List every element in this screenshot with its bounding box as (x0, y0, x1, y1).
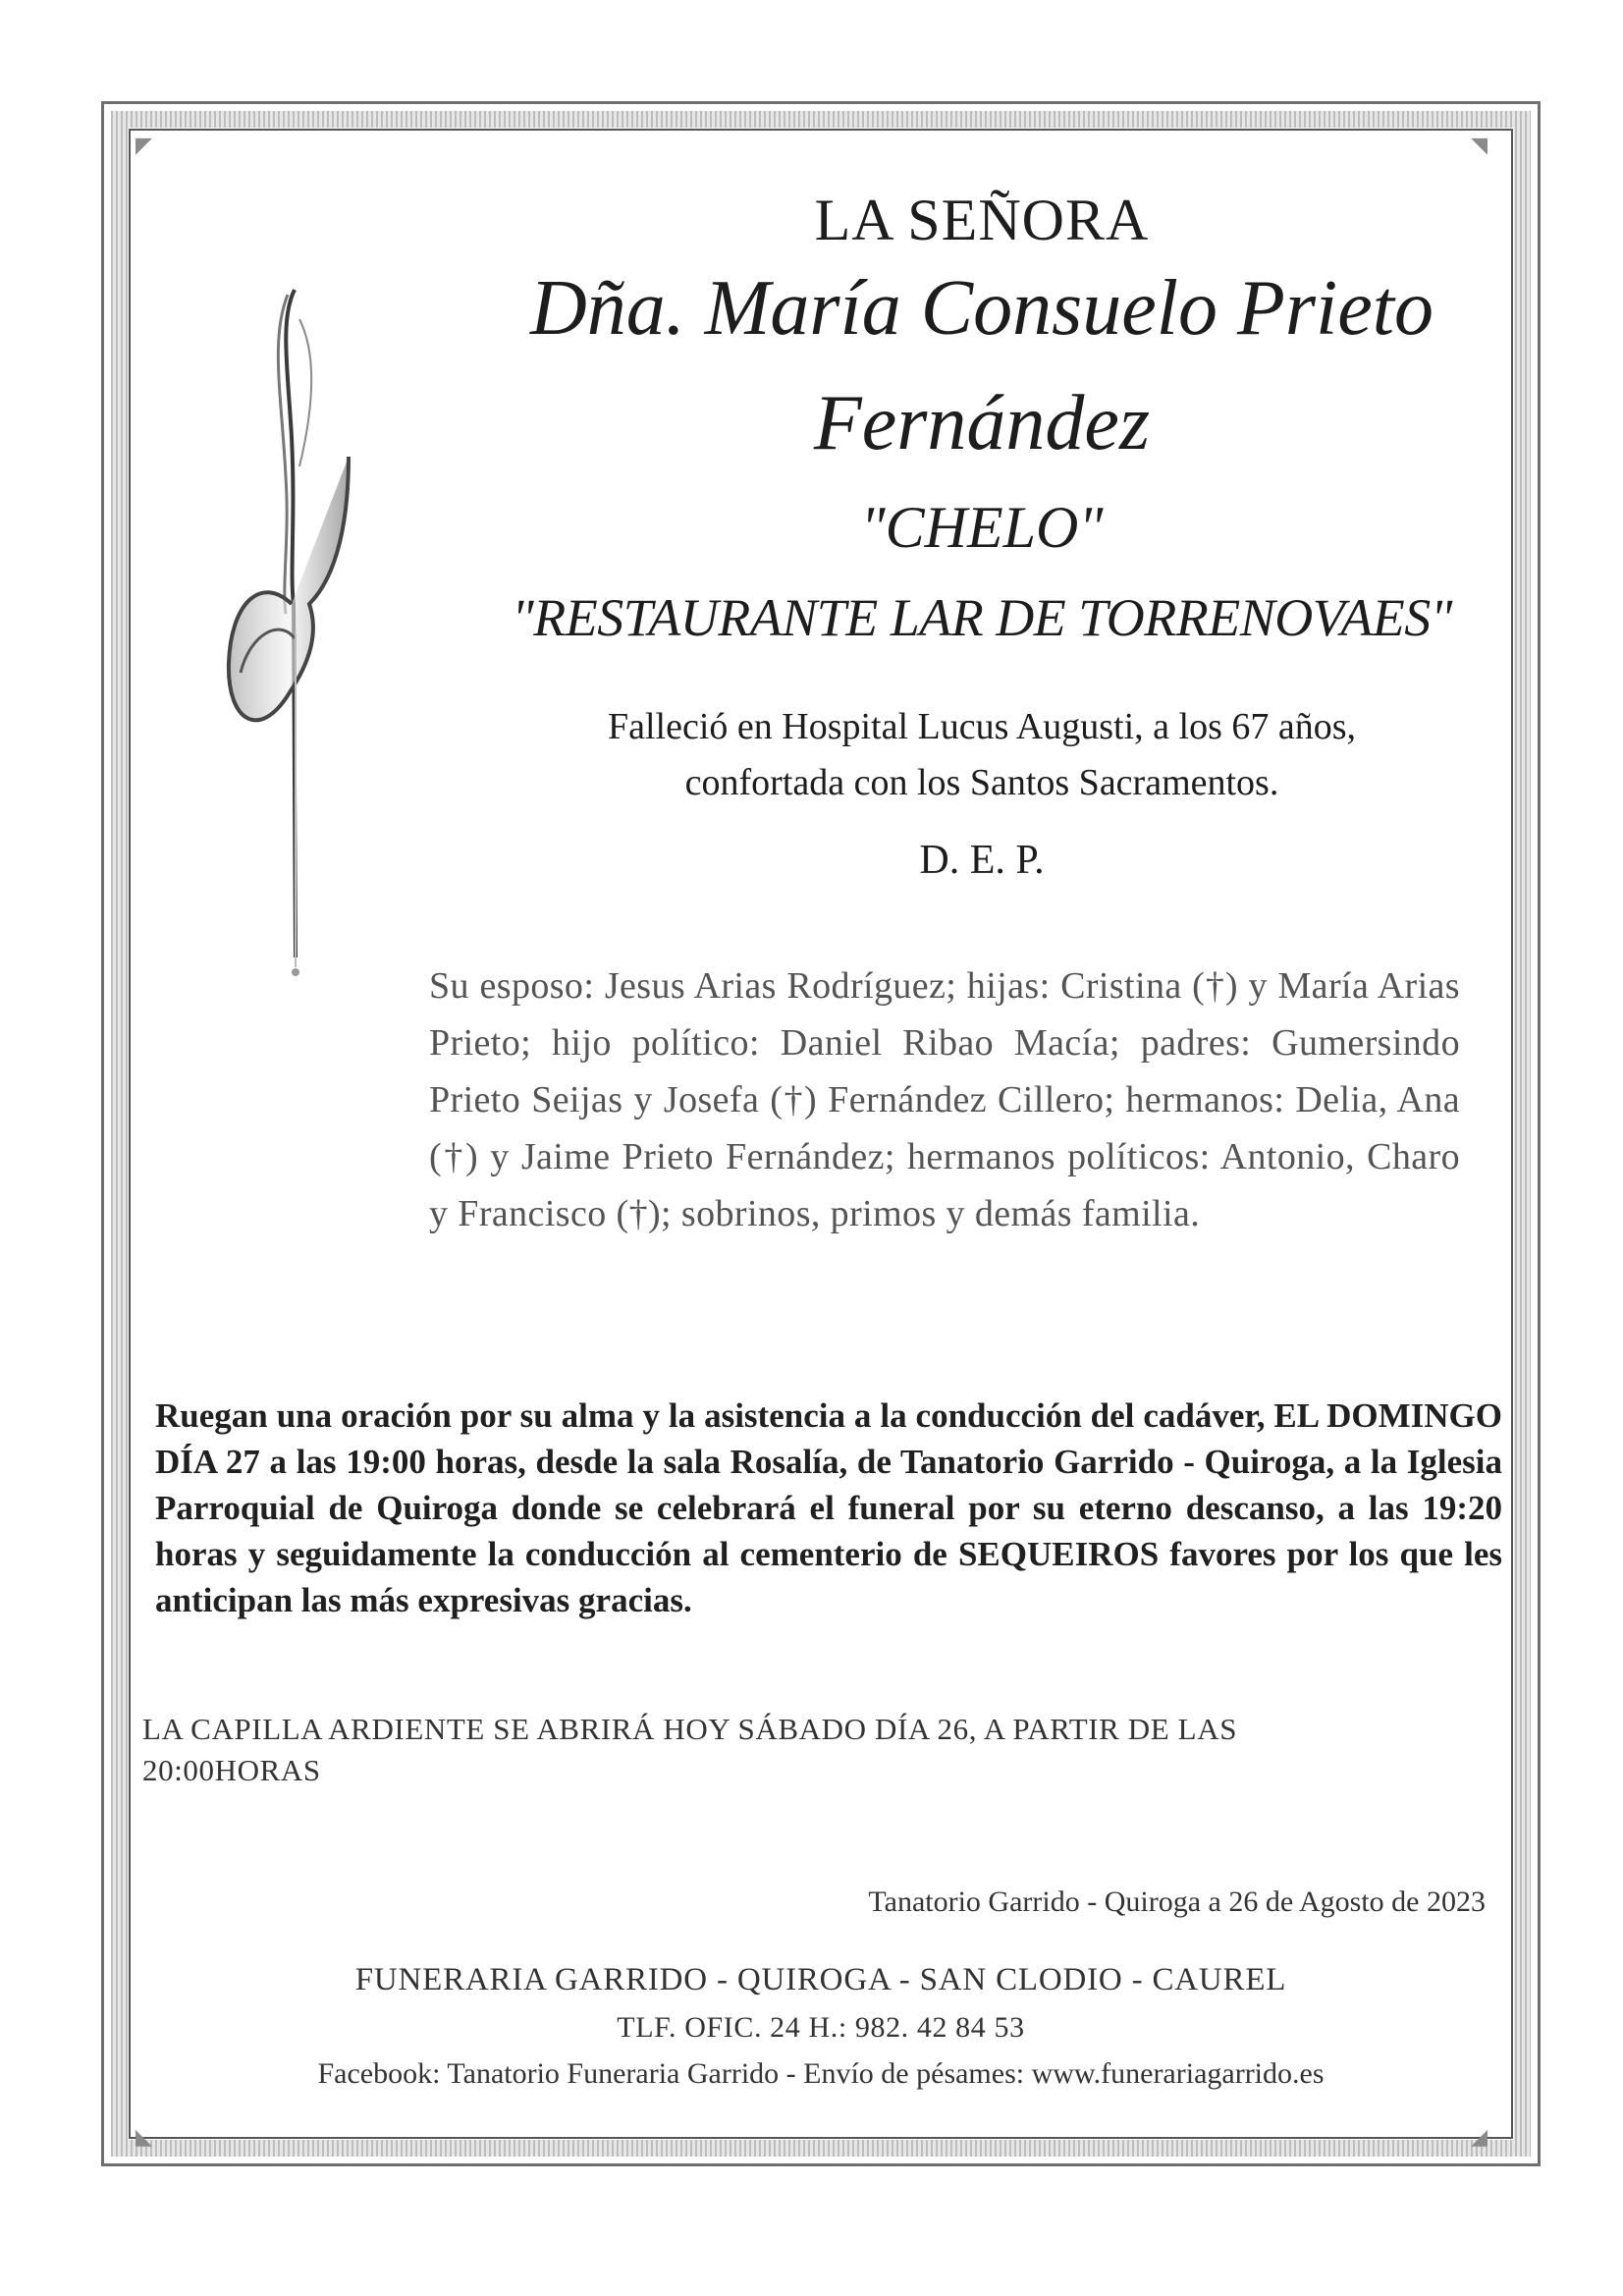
corner-ornament-icon: ◣ (135, 2125, 152, 2150)
death-statement (412, 699, 1551, 811)
corner-ornament-icon: ◥ (1471, 134, 1488, 158)
funeral-details: Ruegan una oración por su alma y la asistencia a la conducción del cadáver, EL DOMINGO DÍA 27 a las 19:00 horas, desde la sala Rosalía, de Tanatorio Garrido - Quiroga, a la Iglesia Parroquial de Quiroga donde se celebrará el funeral por su eterno descanso, a las 19:20 horas y seguidamente la conducción al cementerio de SEQUEIROS favores por los que les anticipan las más expresivas gracias. (155, 1396, 1502, 1619)
deceased-name-line1: Dña. María Consuelo Prieto (530, 265, 1434, 352)
death-line1: Falleció en Hospital Lucus Augusti, a los 67 años, (607, 706, 1357, 747)
footer-contact: Facebook: Tanatorio Funeraria Garrido - Envío de pésames: www.funerariagarrido.es (317, 2057, 1325, 2090)
chapel-notice: LA CAPILLA ARDIENTE SE ABRIRÁ HOY SÁBADO DÍA 26, A PARTIR DE LAS 20:00HORAS (142, 1712, 1238, 1787)
family-list: Su esposo: Jesus Arias Rodríguez; hijas: Cristina (†) y María Arias Prieto; hijo político: Daniel Ribao Macía; padres: Gumersindo Prieto Seijas y Josefa (†) Fernández Cillero; hermanos: Delia, Ana (†) y Jaime Prieto Fernández; hermanos políticos: Antonio, Charo y Francisco (†); sobrinos, primos y demás familia. (429, 965, 1460, 1234)
heading-title: LA SEÑORA (814, 188, 1150, 252)
business-name: "RESTAURANTE LAR DE TORRENOVAES" (512, 588, 1452, 647)
deceased-name-line2: Fernández (813, 380, 1151, 466)
death-line2: confortada con los Santos Sacramentos. (684, 762, 1279, 803)
ribbon-cross-icon (201, 280, 358, 987)
date-place: Tanatorio Garrido - Quiroga a 26 de Agosto de 2023 (868, 1886, 1486, 1918)
nickname: "CHELO" (860, 495, 1104, 560)
corner-ornament-icon: ◤ (135, 134, 152, 158)
footer-phone: TLF. OFIC. 24 H.: 982. 42 84 53 (617, 2011, 1025, 2044)
corner-ornament-icon: ◢ (1471, 2125, 1488, 2150)
footer-funeral-home: FUNERARIA GARRIDO - QUIROGA - SAN CLODIO - CAUREL (354, 1962, 1287, 1997)
dep-abbreviation: D. E. P. (919, 838, 1045, 883)
